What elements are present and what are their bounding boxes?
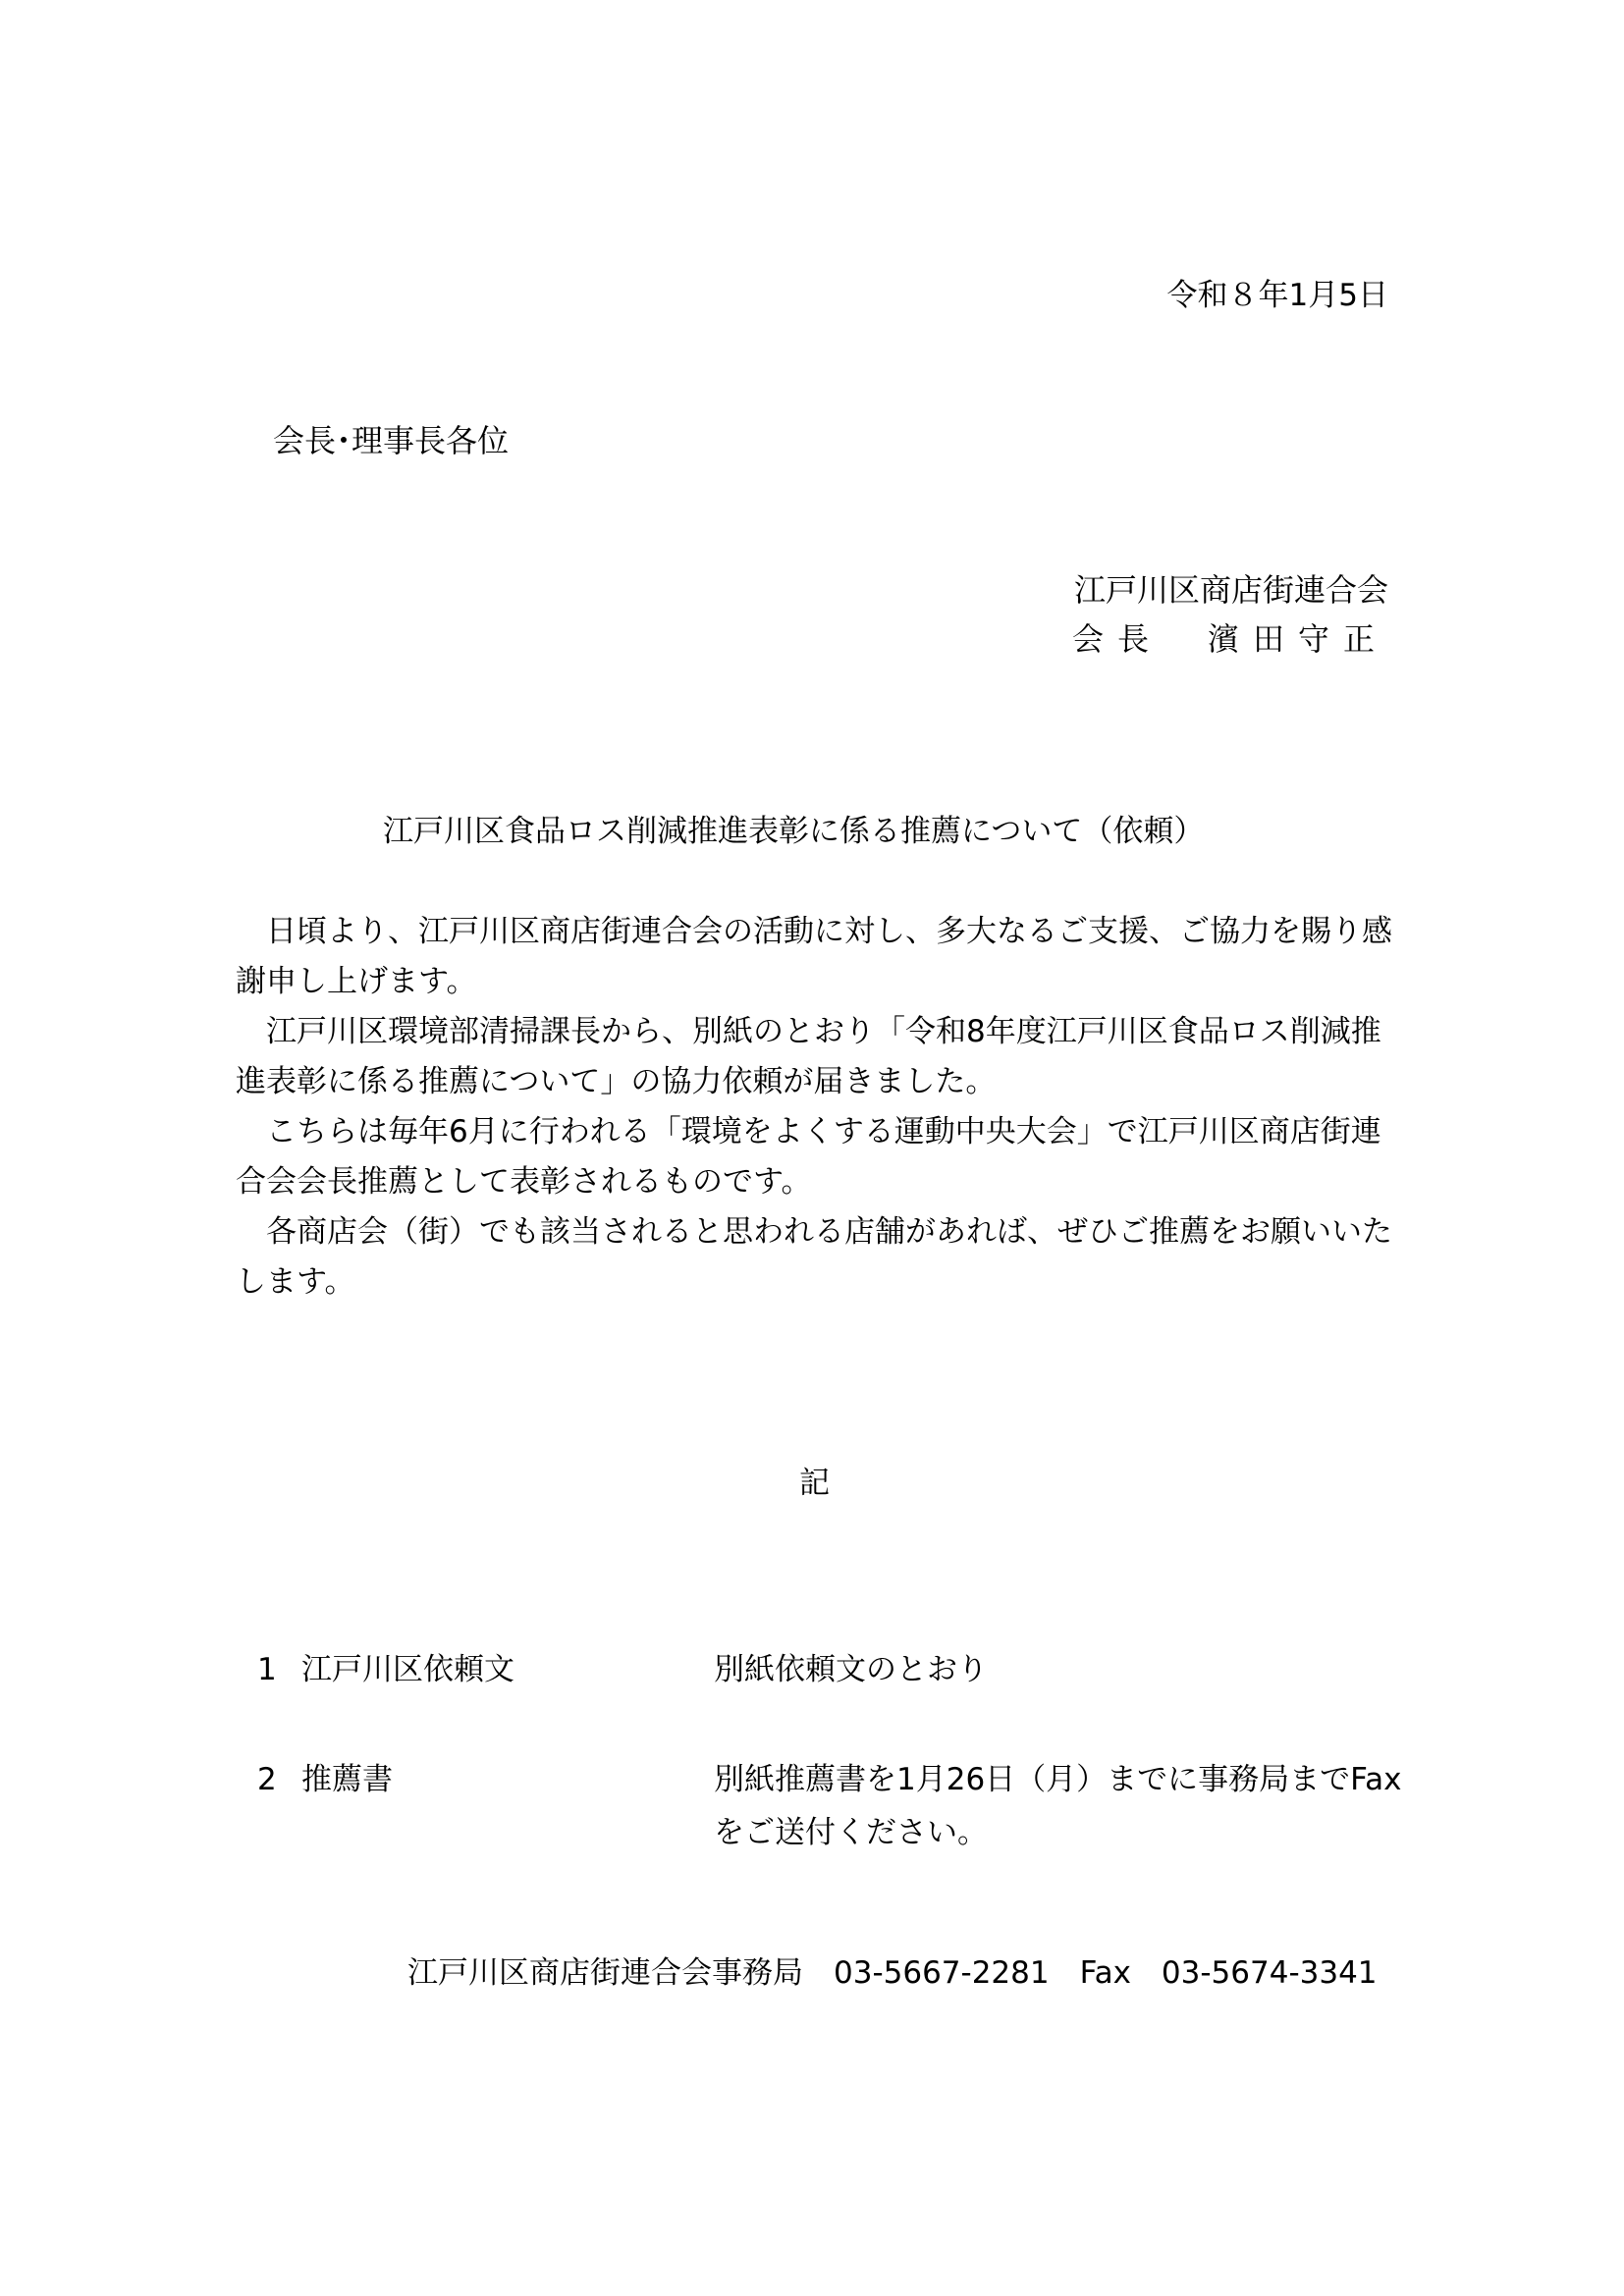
body-paragraph: 江戸川区環境部清掃課長から、別紙のとおり「令和8年度江戸川区食品ロス削減推進表彰に係る推薦について」の協力依頼が届きました。 xyxy=(236,1014,1381,1099)
body-paragraph: 各商店会（街）でも該当されると思われる店舗があれば、ぜひご推薦をお願いいたします。 xyxy=(236,1214,1392,1300)
letter-date: 令和８年1月5日 xyxy=(1166,278,1388,313)
item-label-text: 江戸川区依頼文 xyxy=(301,1652,514,1687)
item-label xyxy=(257,1643,514,1696)
letter-subject: 江戸川区食品ロス削減推進表彰に係る推薦について（依頼） xyxy=(383,814,1205,849)
item-value: 別紙推薦書を1月26日（月）までに事務局までFaxをご送付ください。 xyxy=(714,1762,1402,1850)
sender-name: 会長 濱田守正 xyxy=(1071,620,1388,658)
sender-organization: 江戸川区商店街連合会 xyxy=(1073,571,1388,609)
body-paragraph: 日頃より、江戸川区商店街連合会の活動に対し、多大なるご支援、ご協力を賜り感謝申し上げます。 xyxy=(236,914,1392,999)
addressee: 会長･理事長各位 xyxy=(273,422,510,459)
letter-body xyxy=(236,907,1394,1308)
item-label-text: 推薦書 xyxy=(301,1762,393,1797)
item-number: 2 xyxy=(257,1762,277,1797)
item-label xyxy=(257,1753,393,1806)
ki-heading: 記 xyxy=(799,1466,830,1501)
office-contact: 江戸川区商店街連合会事務局 03-5667-2281 Fax 03-5674-3341 xyxy=(407,1955,1378,1991)
item-value: 別紙依頼文のとおり xyxy=(714,1652,988,1687)
body-paragraph: こちらは毎年6月に行われる「環境をよくする運動中央大会」で江戸川区商店街連合会会長推薦として表彰されるものです。 xyxy=(236,1114,1381,1200)
item-number: 1 xyxy=(257,1652,277,1687)
